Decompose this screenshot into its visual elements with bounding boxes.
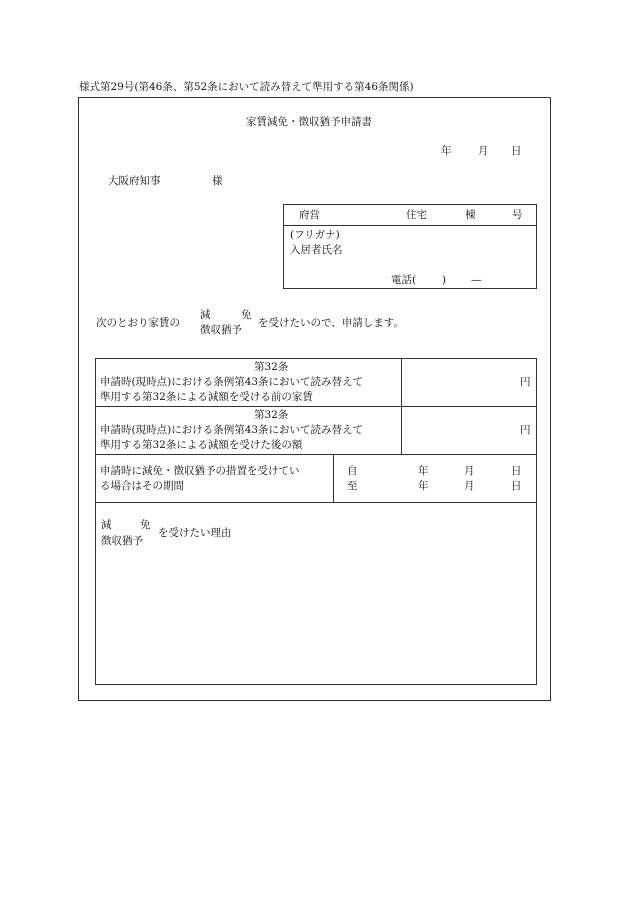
request-option-men: 免	[241, 309, 252, 321]
period-from-month: 月	[464, 465, 475, 477]
reason-option-men: 免	[140, 519, 151, 531]
row1-line1: 申請時(現時点)における条例第43条において読み替えて	[100, 376, 364, 388]
row3-line1: 申請時に減免・徴収猶予の措置を受けてい	[100, 465, 300, 477]
addressee-name: 大阪府知事	[108, 175, 161, 187]
addressee-honorific: 様	[212, 175, 223, 187]
row1-unit: 円	[520, 376, 531, 388]
period-to-day: 日	[511, 480, 522, 492]
period-from-year: 年	[418, 465, 429, 477]
phone-label: 電話(	[391, 274, 417, 286]
building-label: 棟	[465, 209, 476, 221]
reason-option-deferral: 徴収猶予	[101, 535, 143, 547]
period-from-day: 日	[511, 465, 522, 477]
request-suffix: を受けたいので、申請します。	[258, 317, 404, 329]
phone-dash: —	[471, 274, 482, 286]
row2-unit: 円	[520, 424, 531, 436]
row1-line2: 準用する第32条による減額を受ける前の家賃	[100, 391, 313, 403]
jutaku-label: 住宅	[406, 209, 427, 221]
furigana-label: (フリガナ)	[290, 229, 340, 241]
housing-label: 府営	[299, 209, 320, 221]
row2-line1: 申請時(現時点)における条例第43条において読み替えて	[100, 424, 364, 436]
reason-option-gen: 減	[101, 519, 112, 531]
phone-close-paren: )	[442, 274, 447, 286]
row3-line2: る場合はその期間	[100, 480, 184, 492]
period-from-label: 自	[347, 465, 358, 477]
request-option-gen: 減	[200, 309, 211, 321]
date-year-label: 年	[441, 145, 452, 157]
form-title: 家賃減免・徴収猶予申請書	[246, 116, 372, 128]
period-to-month: 月	[464, 480, 475, 492]
main-table	[95, 358, 537, 685]
date-month-label: 月	[478, 145, 489, 157]
period-to-year: 年	[418, 480, 429, 492]
date-day-label: 日	[511, 145, 522, 157]
resident-name-label: 入居者氏名	[290, 244, 343, 256]
row1-heading: 第32条	[254, 361, 289, 373]
room-number-label: 号	[512, 209, 523, 221]
period-to-label: 至	[347, 480, 358, 492]
row2-heading: 第32条	[254, 409, 289, 421]
row2-line2: 準用する第32条による減額を受けた後の額	[100, 439, 303, 451]
request-option-deferral: 徴収猶予	[200, 324, 242, 336]
reason-suffix: を受けたい理由	[158, 527, 232, 539]
request-prefix: 次のとおり家賃の	[96, 317, 180, 329]
form-number: 様式第29号(第46条、第52条において読み替えて準用する第46条関係)	[79, 81, 414, 93]
